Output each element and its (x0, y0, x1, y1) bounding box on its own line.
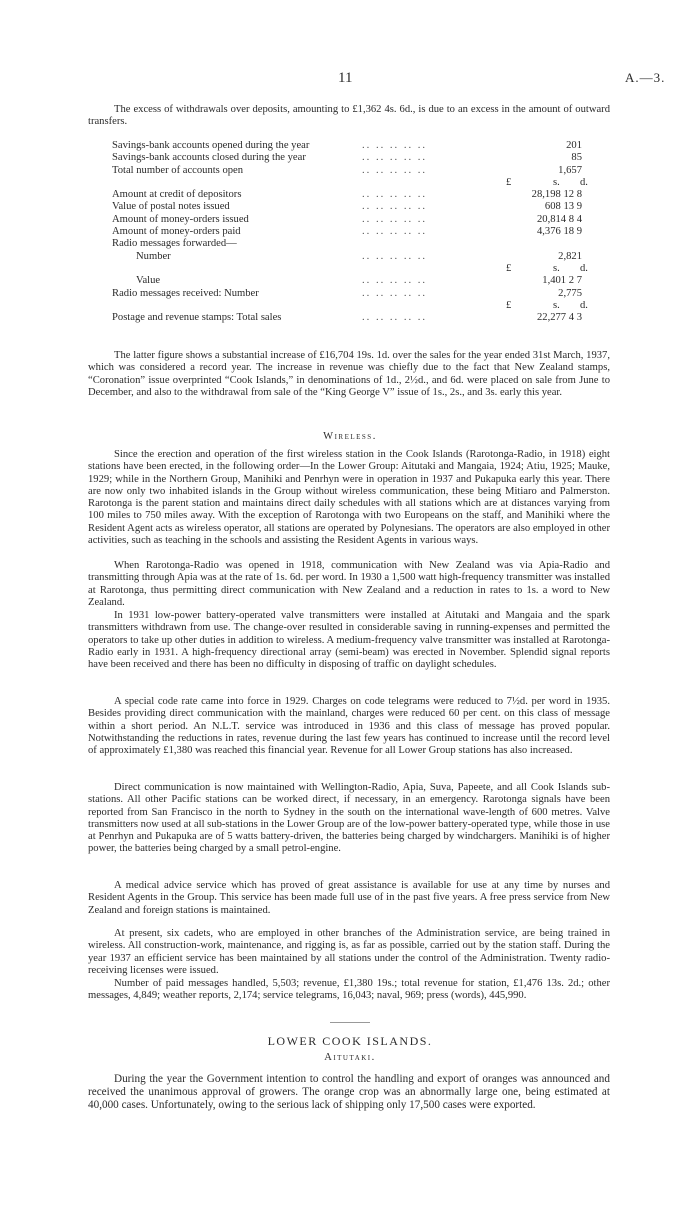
statistics-row (112, 226, 602, 238)
stamp-sales-paragraph: The latter figure shows a substantial increase of £16,704 19s. 1d. over the sales for the year ended 31st March, 1937, which was considered a record year. The increase in revenue was chiefly due to the fact that New Zealand stamps, “Coronation” issue overprinted “Cook Islands,” in denominations of 1d., 2½d., and 6d. were placed on sale from June to December, and also to the withdrawal from sale of the “King George V” issue of 1s., 2s., and 3s. early this year. (88, 350, 610, 398)
currency-units-row (112, 177, 602, 189)
statistics-row (112, 288, 602, 300)
leader-dots: .. .. .. .. .. (362, 213, 428, 225)
statistic-label: Postage and revenue stamps: Total sales (112, 312, 282, 324)
statistics-row (112, 165, 602, 177)
leader-dots: .. .. .. .. .. (362, 250, 428, 262)
wireless-paragraph: At present, six cadets, who are employed in other branches of the Administration service, are being trained in wireless. All construction-work, maintenance, and rigging is, as far as possible, carried out by the station staff. During the year 1937 an efficient service has been maintained by all stations under the control of the Administration. Twenty radio-receiving licenses were issued. (88, 928, 610, 976)
currency-unit: £ (506, 262, 512, 274)
statistics-row (112, 201, 602, 213)
statistic-label: Amount of money-orders paid (112, 226, 241, 238)
statistic-label: Value of postal notes issued (112, 201, 230, 213)
leader-dots: .. .. .. .. .. (362, 275, 428, 287)
statistic-label: Savings-bank accounts closed during the year (112, 152, 306, 164)
page-header (0, 70, 700, 90)
statistics-row (112, 238, 602, 250)
statistics-row (112, 152, 602, 164)
currency-unit: s. (553, 262, 560, 274)
wireless-heading: Wireless. (323, 431, 377, 442)
statistic-value: 1,657 (558, 164, 582, 176)
section-divider (330, 1022, 370, 1023)
leader-dots: .. .. .. .. .. (362, 189, 428, 201)
statistics-row (112, 275, 602, 287)
currency-units-row (112, 263, 602, 275)
currency-units-row (112, 300, 602, 312)
intro-paragraph: The excess of withdrawals over deposits, amounting to £1,362 4s. 6d., is due to an excess in the amount of outward transfers. (88, 104, 610, 128)
statistic-value: 2,821 (558, 250, 582, 262)
leader-dots: .. .. .. .. .. (362, 152, 428, 164)
currency-unit: d. (580, 299, 588, 311)
statistic-value: 20,814 8 4 (536, 213, 582, 225)
aitutaki-subheading: Aitutaki. (324, 1052, 376, 1063)
statistics-row (112, 214, 602, 226)
statistic-label: Amount at credit of depositors (112, 189, 242, 201)
wireless-paragraph: Number of paid messages handled, 5,503; revenue, £1,380 19s.; total revenue for station, £1,476 13s. 2d.; other messages, 4,849; weather reports, 2,174; service telegrams, 16,043; naval, 969; press (words), 445,990. (88, 978, 610, 1002)
statistic-value: 22,277 4 3 (536, 312, 582, 324)
leader-dots: .. .. .. .. .. (362, 164, 428, 176)
statistic-value: 1,401 2 7 (542, 275, 582, 287)
statistic-value: 85 (571, 152, 582, 164)
document-reference: A.—3. (625, 70, 666, 85)
statistic-label: Radio messages forwarded— (112, 238, 237, 250)
statistic-label: Amount of money-orders issued (112, 213, 249, 225)
statistic-value: 608 13 9 (544, 201, 582, 213)
currency-unit: s. (553, 176, 560, 188)
statistic-value: 28,198 12 8 (531, 189, 582, 201)
wireless-paragraph: Direct communication is now maintained with Wellington-Radio, Apia, Suva, Papeete, and all Cook Islands sub-stations. All other Pacific stations can be worked direct, if necessary, in an emergency. Rarotonga signals have been reported from San Francisco in the north to Sydney in the south on the international wave-length of 600 metres. Valve transmitters now used at all sub-stations in the Lower Group are of the low-power battery-operated type, while those in use at Penrhyn and Pukapuka are of 5 watts battery-driven, the batteries being charged by windchargers. Manihiki is of higher power, the batteries being charged by a small petrol-engine. (88, 782, 610, 855)
statistic-value: 4,376 18 9 (536, 226, 582, 238)
statistics-table (112, 140, 602, 324)
statistics-row (112, 140, 602, 152)
page-number: 11 (338, 70, 353, 86)
leader-dots: .. .. .. .. .. (362, 312, 428, 324)
statistic-label: Number (136, 250, 171, 262)
wireless-paragraph: A medical advice service which has proved of great assistance is available for use at any time by nurses and Resident Agents in the Group. This service has been made full use of in the past five years. A free press service from New Zealand and foreign stations is maintained. (88, 880, 610, 916)
statistics-row (112, 189, 602, 201)
statistic-value: 201 (566, 140, 582, 151)
currency-unit: d. (580, 176, 588, 188)
lower-cook-islands-heading: LOWER COOK ISLANDS. (267, 1034, 433, 1048)
wireless-paragraph: Since the erection and operation of the first wireless station in the Cook Islands (Rarotonga-Radio, in 1918) eight stations have been erected, in the following order—In the Lower Group: Aitutaki and Mangaia, 1924; Atiu, 1925; Mauke, 1929; while in the Northern Group, Manihiki and Penrhyn were in operation in 1937 and Pukapuka early this year. There are now only two inhabited islands in the Group without wireless communication, these being Mitiaro and Palmerston. Rarotonga is the parent station and maintains direct daily schedules with all stations which are at distances varying from 100 miles to 750 miles away. With the exception of Rarotonga with two Europeans on the staff, and Manihiki where the Resident Agent acts as wireless operator, all stations are operated by Polynesians. The operators are also employed in other activities, such as teaching in the schools and assisting the Resident Agents in various ways. (88, 449, 610, 547)
statistic-label: Radio messages received: Number (112, 287, 259, 299)
currency-unit: £ (506, 299, 512, 311)
currency-unit: d. (580, 262, 588, 274)
wireless-paragraph: When Rarotonga-Radio was opened in 1918, communication with New Zealand was via Apia-Radio and transmitting through Apia was at the rate of 1s. 6d. per word. In 1930 a 1,500 watt high-frequency transmitter was installed at Rarotonga, thus permitting direct communication with New Zealand and a reduction in rates to 1s. a word to New Zealand. (88, 560, 610, 608)
wireless-paragraph: A special code rate came into force in 1929. Charges on code telegrams were reduced to 7½d. per word in 1935. Besides providing direct communication with the mainland, charges were reduced 60 per cent. on this class of message within a short period. An N.L.T. service was introduced in 1936 and this class of message has proved popular. Notwithstanding the reductions in rates, revenue during the last few years has continued to increase until the record level of approximately £1,380 was reached this financial year. Revenue for all Lower Group stations has also increased. (88, 696, 610, 757)
statistics-row (112, 312, 602, 324)
aitutaki-paragraph: During the year the Government intention to control the handling and export of oranges was announced and received the unanimous approval of growers. The orange crop was an abnormally large one, being estimated at 40,000 cases. Unfortunately, owing to the serious lack of shipping only 17,500 cases were exported. (88, 1073, 610, 1111)
wireless-paragraph: In 1931 low-power battery-operated valve transmitters were installed at Aitutaki and Mangaia and the spark transmitters withdrawn from use. The change-over resulted in considerable saving in running-expenses and permitted the operators to take up other duties in addition to wireless. A medium-frequency valve transmitter was installed at Rarotonga-Radio early in 1931. A high-frequency directional array (semi-beam) was erected in November. Splendid signal reports have been received and there has been no difficulty in disposing of traffic on daylight schedules. (88, 610, 610, 671)
leader-dots: .. .. .. .. .. (362, 201, 428, 213)
currency-unit: £ (506, 176, 512, 188)
statistics-row (112, 251, 602, 263)
statistic-label: Value (136, 275, 161, 287)
currency-unit: s. (553, 299, 560, 311)
leader-dots: .. .. .. .. .. (362, 226, 428, 238)
leader-dots: .. .. .. .. .. (362, 140, 428, 151)
statistic-value: 2,775 (558, 287, 582, 299)
statistic-label: Savings-bank accounts opened during the year (112, 140, 310, 151)
statistic-label: Total number of accounts open (112, 164, 244, 176)
leader-dots: .. .. .. .. .. (362, 287, 428, 299)
